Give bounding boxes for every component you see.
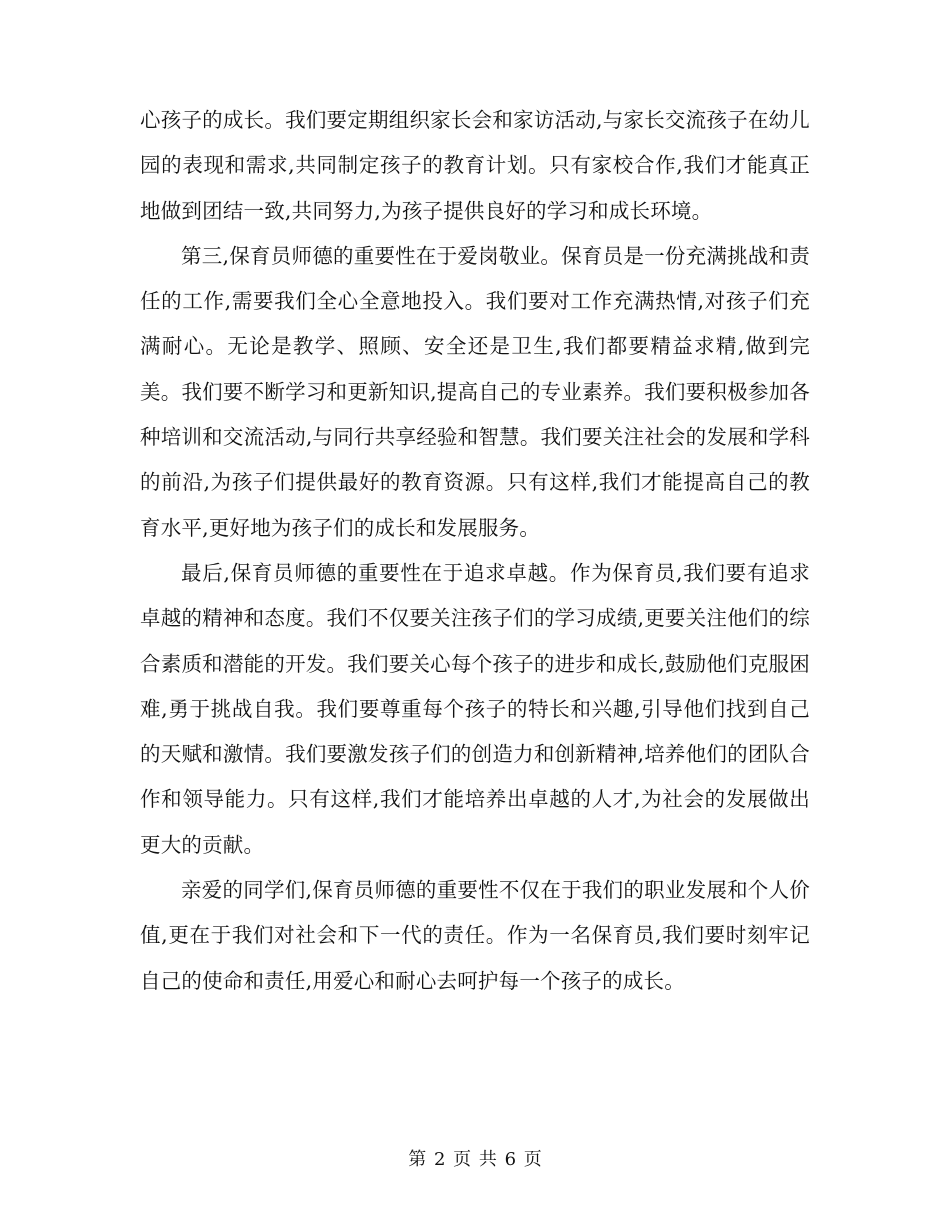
page-number-footer: 第 2 页 共 6 页	[408, 1149, 542, 1170]
paragraph-closing: 亲爱的同学们,保育员师德的重要性不仅在于我们的职业发展和个人价值,更在于我们对社会和下一代的责任。作为一名保育员,我们要时刻牢记自己的使命和责任,用爱心和耐心去呵护每一个孩子的成长。	[140, 878, 810, 993]
paragraph-third-point: 第三,保育员师德的重要性在于爱岗敬业。保育员是一份充满挑战和责任的工作,需要我们全心全意地投入。我们要对工作充满热情,对孩子们充满耐心。无论是教学、照顾、安全还是卫生,我们都要精益求精,做到完美。我们要不断学习和更新知识,提高自己的专业素养。我们要积极参加各种培训和交流活动,与同行共享经验和智慧。我们要关注社会的发展和学科的前沿,为孩子们提供最好的教育资源。只有这样,我们才能提高自己的教育水平,更好地为孩子们的成长和发展服务。	[140, 243, 810, 540]
paragraph-continuation: 心孩子的成长。我们要定期组织家长会和家访活动,与家长交流孩子在幼儿园的表现和需求,共同制定孩子的教育计划。只有家校合作,我们才能真正地做到团结一致,共同努力,为孩子提供良好的学习和成长环境。	[140, 108, 810, 223]
body-text	[140, 98, 810, 1004]
paragraph-last-point: 最后,保育员师德的重要性在于追求卓越。作为保育员,我们要有追求卓越的精神和态度。我们不仅要关注孩子们的学习成绩,更要关注他们的综合素质和潜能的开发。我们要关心每个孩子的进步和成长,鼓励他们克服困难,勇于挑战自我。我们要尊重每个孩子的特长和兴趣,引导他们找到自己的天赋和激情。我们要激发孩子们的创造力和创新精神,培养他们的团队合作和领导能力。只有这样,我们才能培养出卓越的人才,为社会的发展做出更大的贡献。	[140, 560, 810, 857]
